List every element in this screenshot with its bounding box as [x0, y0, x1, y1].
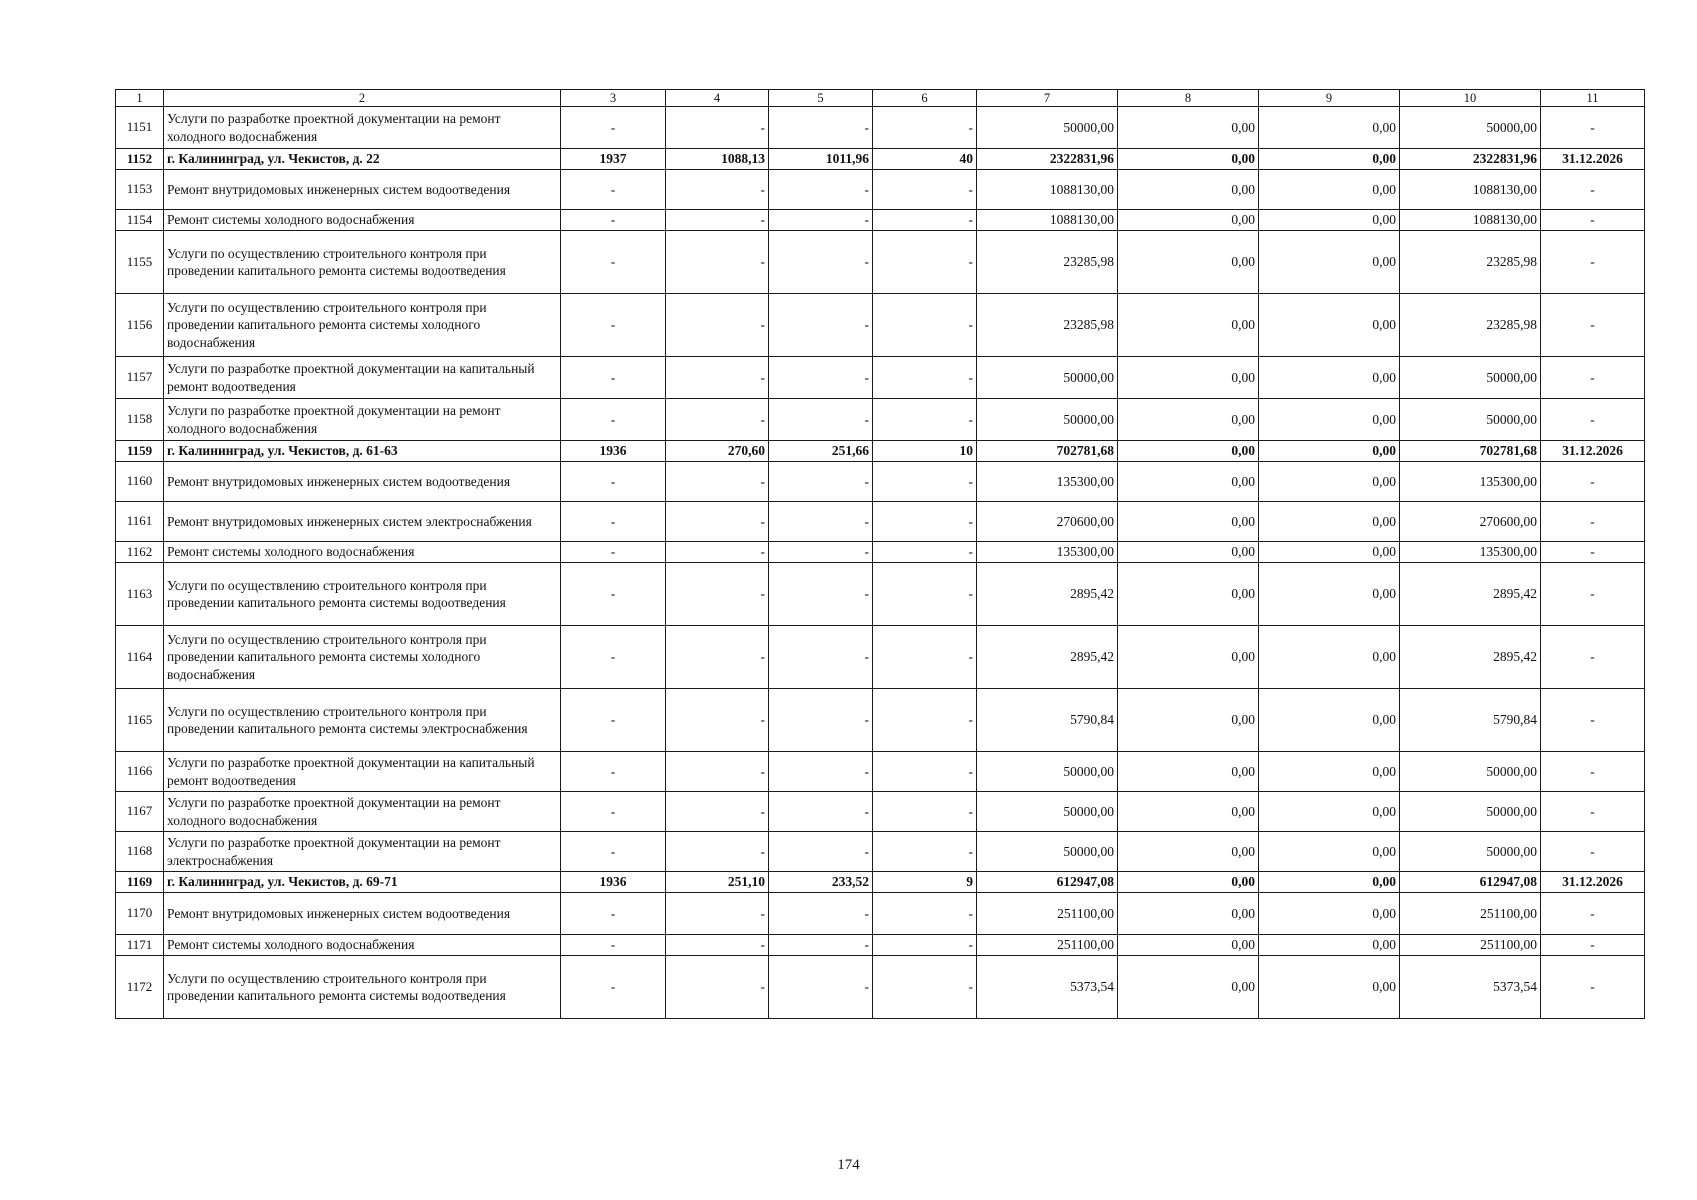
cost-col-10-cell: 251100,00 [1400, 935, 1541, 956]
total-cost-cell: 50000,00 [977, 357, 1118, 399]
cost-col-10-cell: 612947,08 [1400, 872, 1541, 893]
work-description-cell: Ремонт внутридомовых инженерных систем водоотведения [164, 893, 561, 935]
year-built-cell: - [561, 792, 666, 832]
total-area-cell: 270,60 [666, 441, 769, 462]
residents-count-cell: - [873, 563, 977, 626]
cost-col-8-cell: 0,00 [1118, 502, 1259, 542]
year-built-cell: - [561, 626, 666, 689]
year-built-cell: - [561, 502, 666, 542]
cost-col-9-cell: 0,00 [1259, 563, 1400, 626]
work-description-cell: Услуги по осуществлению строительного контроля при проведении капитального ремонта системы холодного водоснабжения [164, 626, 561, 689]
residential-area-cell: - [769, 170, 873, 210]
residential-area-cell: - [769, 502, 873, 542]
total-area-cell: - [666, 462, 769, 502]
table-row [116, 792, 1645, 832]
residential-area-cell: - [769, 626, 873, 689]
table-row [116, 107, 1645, 149]
cost-col-10-cell: 50000,00 [1400, 752, 1541, 792]
cost-col-8-cell: 0,00 [1118, 872, 1259, 893]
table-body [116, 90, 1645, 1019]
cost-col-10-cell: 1088130,00 [1400, 210, 1541, 231]
cost-col-9-cell: 0,00 [1259, 441, 1400, 462]
table-row [116, 956, 1645, 1019]
cost-col-9-cell: 0,00 [1259, 626, 1400, 689]
row-number-cell: 1159 [116, 441, 164, 462]
cost-col-9-cell: 0,00 [1259, 107, 1400, 149]
cost-col-10-cell: 50000,00 [1400, 357, 1541, 399]
row-number-cell: 1155 [116, 231, 164, 294]
total-cost-cell: 270600,00 [977, 502, 1118, 542]
total-area-cell: - [666, 107, 769, 149]
residential-area-cell: - [769, 935, 873, 956]
total-cost-cell: 1088130,00 [977, 210, 1118, 231]
residents-count-cell: - [873, 170, 977, 210]
table-row [116, 294, 1645, 357]
row-number-cell: 1161 [116, 502, 164, 542]
completion-date-cell: - [1541, 357, 1645, 399]
work-description-cell: Услуги по разработке проектной документации на ремонт электроснабжения [164, 832, 561, 872]
residents-count-cell: - [873, 294, 977, 357]
row-number-cell: 1166 [116, 752, 164, 792]
total-area-cell: 1088,13 [666, 149, 769, 170]
header-col-5: 5 [769, 90, 873, 107]
residents-count-cell: - [873, 752, 977, 792]
total-cost-cell: 702781,68 [977, 441, 1118, 462]
cost-col-10-cell: 23285,98 [1400, 231, 1541, 294]
residents-count-cell: - [873, 210, 977, 231]
year-built-cell: - [561, 832, 666, 872]
table-row [116, 893, 1645, 935]
cost-col-8-cell: 0,00 [1118, 935, 1259, 956]
table-row [116, 542, 1645, 563]
residential-area-cell: 1011,96 [769, 149, 873, 170]
residents-count-cell: - [873, 357, 977, 399]
cost-col-10-cell: 135300,00 [1400, 542, 1541, 563]
completion-date-cell: - [1541, 935, 1645, 956]
table-row [116, 626, 1645, 689]
row-number-cell: 1162 [116, 542, 164, 563]
work-description-cell: Услуги по осуществлению строительного контроля при проведении капитального ремонта системы водоотведения [164, 563, 561, 626]
residents-count-cell: - [873, 502, 977, 542]
cost-col-10-cell: 251100,00 [1400, 893, 1541, 935]
cost-col-8-cell: 0,00 [1118, 832, 1259, 872]
total-cost-cell: 2895,42 [977, 626, 1118, 689]
completion-date-cell: - [1541, 626, 1645, 689]
cost-col-9-cell: 0,00 [1259, 149, 1400, 170]
cost-col-8-cell: 0,00 [1118, 107, 1259, 149]
cost-col-9-cell: 0,00 [1259, 210, 1400, 231]
cost-col-10-cell: 23285,98 [1400, 294, 1541, 357]
work-description-cell: Услуги по разработке проектной документации на капитальный ремонт водоотведения [164, 752, 561, 792]
year-built-cell: - [561, 462, 666, 502]
total-cost-cell: 135300,00 [977, 542, 1118, 563]
residents-count-cell: - [873, 542, 977, 563]
year-built-cell: - [561, 935, 666, 956]
residents-count-cell: - [873, 462, 977, 502]
residents-count-cell: 9 [873, 872, 977, 893]
residential-area-cell: - [769, 107, 873, 149]
total-cost-cell: 612947,08 [977, 872, 1118, 893]
address-row [116, 872, 1645, 893]
residential-area-cell: - [769, 563, 873, 626]
cost-col-8-cell: 0,00 [1118, 626, 1259, 689]
row-number-cell: 1170 [116, 893, 164, 935]
residential-area-cell: - [769, 832, 873, 872]
cost-col-9-cell: 0,00 [1259, 956, 1400, 1019]
cost-col-9-cell: 0,00 [1259, 542, 1400, 563]
residential-area-cell: - [769, 542, 873, 563]
total-area-cell: - [666, 357, 769, 399]
total-area-cell: - [666, 502, 769, 542]
cost-col-10-cell: 1088130,00 [1400, 170, 1541, 210]
header-col-11: 11 [1541, 90, 1645, 107]
total-area-cell: - [666, 563, 769, 626]
total-area-cell: - [666, 893, 769, 935]
cost-col-8-cell: 0,00 [1118, 689, 1259, 752]
cost-col-10-cell: 2322831,96 [1400, 149, 1541, 170]
cost-col-10-cell: 50000,00 [1400, 107, 1541, 149]
total-cost-cell: 5790,84 [977, 689, 1118, 752]
total-area-cell: - [666, 956, 769, 1019]
work-description-cell: Услуги по разработке проектной документации на ремонт холодного водоснабжения [164, 792, 561, 832]
table-row [116, 752, 1645, 792]
cost-col-10-cell: 702781,68 [1400, 441, 1541, 462]
cost-col-9-cell: 0,00 [1259, 792, 1400, 832]
work-description-cell: Услуги по осуществлению строительного контроля при проведении капитального ремонта системы электроснабжения [164, 689, 561, 752]
total-cost-cell: 251100,00 [977, 935, 1118, 956]
residential-area-cell: - [769, 462, 873, 502]
row-number-cell: 1163 [116, 563, 164, 626]
page-number: 174 [837, 1157, 860, 1173]
residents-count-cell: 40 [873, 149, 977, 170]
residents-count-cell: - [873, 935, 977, 956]
residents-count-cell: - [873, 893, 977, 935]
total-cost-cell: 50000,00 [977, 792, 1118, 832]
cost-col-8-cell: 0,00 [1118, 294, 1259, 357]
residents-count-cell: - [873, 626, 977, 689]
total-area-cell: - [666, 792, 769, 832]
total-cost-cell: 2895,42 [977, 563, 1118, 626]
table-row [116, 231, 1645, 294]
work-description-cell: Ремонт внутридомовых инженерных систем электроснабжения [164, 502, 561, 542]
total-cost-cell: 5373,54 [977, 956, 1118, 1019]
row-number-cell: 1158 [116, 399, 164, 441]
residents-count-cell: - [873, 107, 977, 149]
address-row [116, 149, 1645, 170]
total-area-cell: - [666, 626, 769, 689]
total-cost-cell: 50000,00 [977, 752, 1118, 792]
year-built-cell: - [561, 170, 666, 210]
residential-area-cell: - [769, 893, 873, 935]
total-area-cell: - [666, 399, 769, 441]
total-cost-cell: 135300,00 [977, 462, 1118, 502]
cost-col-8-cell: 0,00 [1118, 792, 1259, 832]
residents-count-cell: - [873, 956, 977, 1019]
residents-count-cell: 10 [873, 441, 977, 462]
residential-area-cell: - [769, 294, 873, 357]
work-description-cell: Услуги по осуществлению строительного контроля при проведении капитального ремонта системы холодного водоснабжения [164, 294, 561, 357]
cost-col-9-cell: 0,00 [1259, 752, 1400, 792]
works-table [115, 89, 1645, 1019]
cost-col-8-cell: 0,00 [1118, 231, 1259, 294]
row-number-cell: 1165 [116, 689, 164, 752]
year-built-cell: 1936 [561, 441, 666, 462]
work-description-cell: Ремонт системы холодного водоснабжения [164, 542, 561, 563]
cost-col-10-cell: 5790,84 [1400, 689, 1541, 752]
total-area-cell: - [666, 294, 769, 357]
year-built-cell: 1937 [561, 149, 666, 170]
cost-col-9-cell: 0,00 [1259, 893, 1400, 935]
row-number-cell: 1151 [116, 107, 164, 149]
total-area-cell: - [666, 752, 769, 792]
table-row [116, 170, 1645, 210]
residents-count-cell: - [873, 832, 977, 872]
column-number-header-row [116, 90, 1645, 107]
cost-col-9-cell: 0,00 [1259, 502, 1400, 542]
completion-date-cell: - [1541, 563, 1645, 626]
cost-col-9-cell: 0,00 [1259, 462, 1400, 502]
year-built-cell: - [561, 689, 666, 752]
completion-date-cell: - [1541, 462, 1645, 502]
completion-date-cell: - [1541, 170, 1645, 210]
completion-date-cell: - [1541, 542, 1645, 563]
completion-date-cell: - [1541, 210, 1645, 231]
cost-col-8-cell: 0,00 [1118, 357, 1259, 399]
header-col-2: 2 [164, 90, 561, 107]
row-number-cell: 1168 [116, 832, 164, 872]
cost-col-8-cell: 0,00 [1118, 563, 1259, 626]
cost-col-9-cell: 0,00 [1259, 231, 1400, 294]
header-col-9: 9 [1259, 90, 1400, 107]
cost-col-8-cell: 0,00 [1118, 149, 1259, 170]
total-area-cell: - [666, 542, 769, 563]
total-cost-cell: 1088130,00 [977, 170, 1118, 210]
row-number-cell: 1167 [116, 792, 164, 832]
year-built-cell: 1936 [561, 872, 666, 893]
cost-col-9-cell: 0,00 [1259, 399, 1400, 441]
cost-col-9-cell: 0,00 [1259, 357, 1400, 399]
cost-col-9-cell: 0,00 [1259, 170, 1400, 210]
residents-count-cell: - [873, 399, 977, 441]
cost-col-8-cell: 0,00 [1118, 956, 1259, 1019]
table-row [116, 935, 1645, 956]
residential-area-cell: - [769, 399, 873, 441]
work-description-cell: г. Калининград, ул. Чекистов, д. 22 [164, 149, 561, 170]
total-area-cell: - [666, 832, 769, 872]
year-built-cell: - [561, 752, 666, 792]
completion-date-cell: - [1541, 231, 1645, 294]
work-description-cell: Ремонт внутридомовых инженерных систем водоотведения [164, 462, 561, 502]
cost-col-10-cell: 135300,00 [1400, 462, 1541, 502]
cost-col-10-cell: 2895,42 [1400, 563, 1541, 626]
total-cost-cell: 23285,98 [977, 294, 1118, 357]
completion-date-cell: - [1541, 107, 1645, 149]
row-number-cell: 1154 [116, 210, 164, 231]
header-col-4: 4 [666, 90, 769, 107]
row-number-cell: 1171 [116, 935, 164, 956]
completion-date-cell: - [1541, 399, 1645, 441]
residents-count-cell: - [873, 689, 977, 752]
work-description-cell: Услуги по осуществлению строительного контроля при проведении капитального ремонта системы водоотведения [164, 956, 561, 1019]
completion-date-cell: - [1541, 689, 1645, 752]
total-cost-cell: 50000,00 [977, 399, 1118, 441]
address-row [116, 441, 1645, 462]
work-description-cell: Ремонт внутридомовых инженерных систем водоотведения [164, 170, 561, 210]
table-row [116, 462, 1645, 502]
work-description-cell: г. Калининград, ул. Чекистов, д. 61-63 [164, 441, 561, 462]
total-area-cell: 251,10 [666, 872, 769, 893]
header-col-10: 10 [1400, 90, 1541, 107]
header-col-6: 6 [873, 90, 977, 107]
work-description-cell: Услуги по разработке проектной документации на капитальный ремонт водоотведения [164, 357, 561, 399]
table-row [116, 689, 1645, 752]
cost-col-8-cell: 0,00 [1118, 210, 1259, 231]
residential-area-cell: - [769, 752, 873, 792]
cost-col-9-cell: 0,00 [1259, 294, 1400, 357]
total-area-cell: - [666, 231, 769, 294]
cost-col-8-cell: 0,00 [1118, 752, 1259, 792]
work-description-cell: Услуги по разработке проектной документации на ремонт холодного водоснабжения [164, 399, 561, 441]
row-number-cell: 1153 [116, 170, 164, 210]
residents-count-cell: - [873, 231, 977, 294]
year-built-cell: - [561, 563, 666, 626]
year-built-cell: - [561, 542, 666, 563]
total-cost-cell: 251100,00 [977, 893, 1118, 935]
cost-col-9-cell: 0,00 [1259, 935, 1400, 956]
total-area-cell: - [666, 210, 769, 231]
work-description-cell: Услуги по осуществлению строительного контроля при проведении капитального ремонта системы водоотведения [164, 231, 561, 294]
cost-col-8-cell: 0,00 [1118, 462, 1259, 502]
year-built-cell: - [561, 893, 666, 935]
cost-col-10-cell: 50000,00 [1400, 399, 1541, 441]
completion-date-cell: - [1541, 792, 1645, 832]
cost-col-8-cell: 0,00 [1118, 399, 1259, 441]
row-number-cell: 1172 [116, 956, 164, 1019]
work-description-cell: г. Калининград, ул. Чекистов, д. 69-71 [164, 872, 561, 893]
completion-date-cell: 31.12.2026 [1541, 149, 1645, 170]
completion-date-cell: - [1541, 832, 1645, 872]
header-col-1: 1 [116, 90, 164, 107]
cost-col-10-cell: 50000,00 [1400, 792, 1541, 832]
residential-area-cell: - [769, 956, 873, 1019]
cost-col-10-cell: 2895,42 [1400, 626, 1541, 689]
work-description-cell: Услуги по разработке проектной документации на ремонт холодного водоснабжения [164, 107, 561, 149]
residential-area-cell: 233,52 [769, 872, 873, 893]
residential-area-cell: - [769, 231, 873, 294]
total-area-cell: - [666, 170, 769, 210]
total-cost-cell: 50000,00 [977, 107, 1118, 149]
year-built-cell: - [561, 231, 666, 294]
table-row [116, 502, 1645, 542]
cost-col-8-cell: 0,00 [1118, 170, 1259, 210]
year-built-cell: - [561, 956, 666, 1019]
total-cost-cell: 2322831,96 [977, 149, 1118, 170]
cost-col-9-cell: 0,00 [1259, 832, 1400, 872]
row-number-cell: 1157 [116, 357, 164, 399]
completion-date-cell: - [1541, 893, 1645, 935]
cost-col-10-cell: 270600,00 [1400, 502, 1541, 542]
completion-date-cell: 31.12.2026 [1541, 872, 1645, 893]
row-number-cell: 1164 [116, 626, 164, 689]
cost-col-8-cell: 0,00 [1118, 441, 1259, 462]
table-row [116, 563, 1645, 626]
residential-area-cell: - [769, 357, 873, 399]
row-number-cell: 1156 [116, 294, 164, 357]
cost-col-10-cell: 50000,00 [1400, 832, 1541, 872]
residential-area-cell: - [769, 210, 873, 231]
row-number-cell: 1169 [116, 872, 164, 893]
header-col-8: 8 [1118, 90, 1259, 107]
year-built-cell: - [561, 210, 666, 231]
completion-date-cell: 31.12.2026 [1541, 441, 1645, 462]
year-built-cell: - [561, 399, 666, 441]
cost-col-9-cell: 0,00 [1259, 689, 1400, 752]
year-built-cell: - [561, 294, 666, 357]
completion-date-cell: - [1541, 956, 1645, 1019]
cost-col-10-cell: 5373,54 [1400, 956, 1541, 1019]
cost-col-8-cell: 0,00 [1118, 893, 1259, 935]
total-area-cell: - [666, 935, 769, 956]
completion-date-cell: - [1541, 502, 1645, 542]
work-description-cell: Ремонт системы холодного водоснабжения [164, 210, 561, 231]
row-number-cell: 1160 [116, 462, 164, 502]
table-row [116, 399, 1645, 441]
table-row [116, 210, 1645, 231]
header-col-7: 7 [977, 90, 1118, 107]
residents-count-cell: - [873, 792, 977, 832]
residential-area-cell: - [769, 792, 873, 832]
total-cost-cell: 50000,00 [977, 832, 1118, 872]
residential-area-cell: - [769, 689, 873, 752]
year-built-cell: - [561, 107, 666, 149]
work-description-cell: Ремонт системы холодного водоснабжения [164, 935, 561, 956]
header-col-3: 3 [561, 90, 666, 107]
cost-col-8-cell: 0,00 [1118, 542, 1259, 563]
row-number-cell: 1152 [116, 149, 164, 170]
completion-date-cell: - [1541, 752, 1645, 792]
completion-date-cell: - [1541, 294, 1645, 357]
total-area-cell: - [666, 689, 769, 752]
table-row [116, 832, 1645, 872]
cost-col-9-cell: 0,00 [1259, 872, 1400, 893]
total-cost-cell: 23285,98 [977, 231, 1118, 294]
year-built-cell: - [561, 357, 666, 399]
residential-area-cell: 251,66 [769, 441, 873, 462]
table-row [116, 357, 1645, 399]
